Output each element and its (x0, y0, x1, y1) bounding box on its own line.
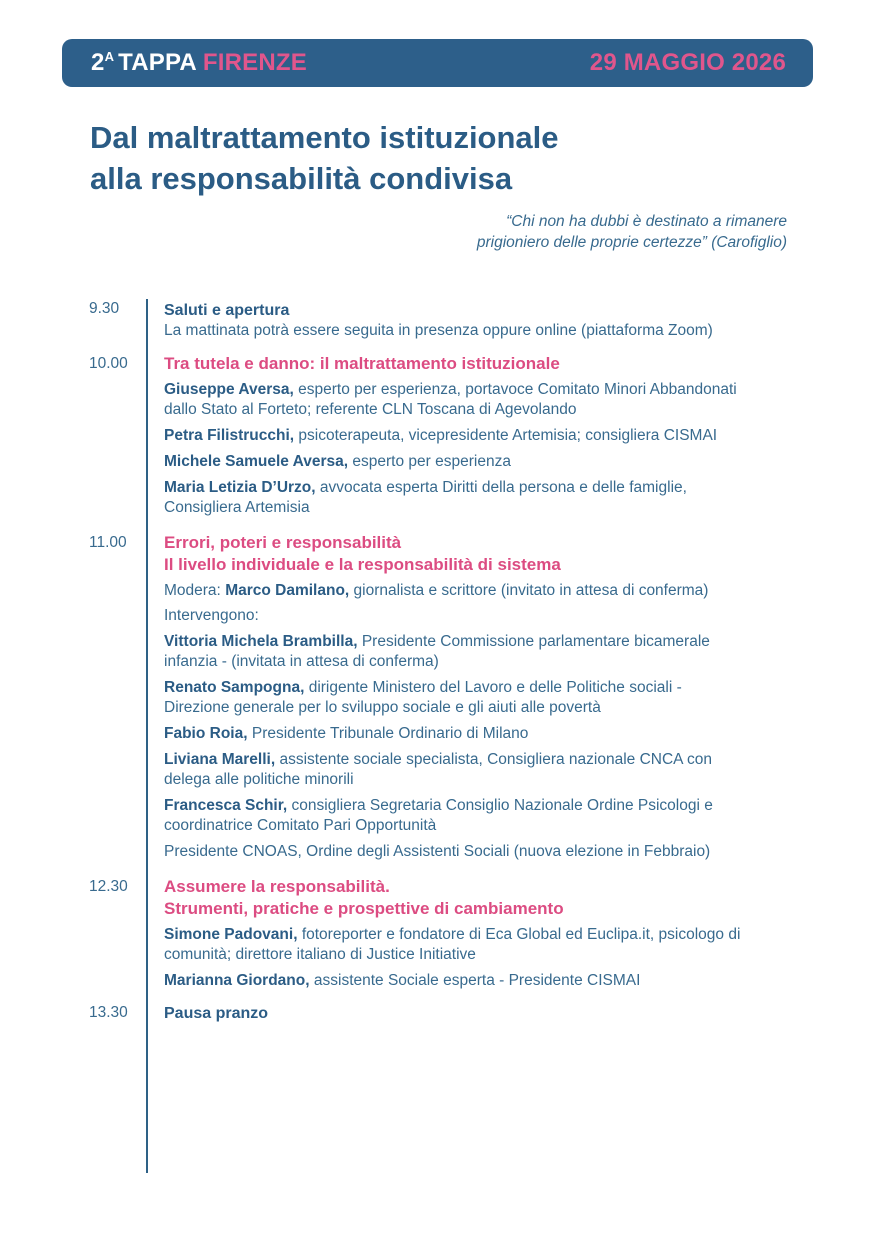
speaker-entry (164, 678, 804, 718)
session-title: Tra tutela e danno: il maltrattamento istituzionale (164, 354, 560, 373)
speaker-name: Maria Letizia D’Urzo, (164, 479, 316, 496)
speaker-role-continued: comunità; direttore italiano di Justice Initiative (164, 946, 476, 963)
header-banner (62, 39, 813, 87)
session-title: Pausa pranzo (164, 1005, 269, 1022)
speaker-role: dirigente Ministero del Lavoro e delle Politiche sociali - (308, 679, 682, 696)
session-title: Saluti e apertura (164, 302, 290, 319)
speaker-role-continued: infanzia - (invitata in attesa di conferma) (164, 653, 439, 670)
speaker-role: Presidente Tribunale Ordinario di Milano (251, 725, 529, 742)
speaker-name: Renato Sampogna, (164, 679, 305, 696)
speaker-entry (164, 380, 804, 420)
speaker-role-continued: delega alle politiche minorili (164, 771, 354, 788)
session-title (164, 532, 804, 576)
speaker-entry (164, 971, 804, 991)
speaker-entry (164, 750, 804, 790)
session-title-line-1: Assumere la responsabilità. (164, 877, 390, 896)
speaker-name: Vittoria Michela Brambilla, (164, 633, 358, 650)
speaker-name: Petra Filistrucchi, (164, 427, 295, 444)
speaker-entry (164, 925, 804, 965)
speaker-name: Giuseppe Aversa, (164, 381, 294, 398)
speaker-entry (164, 452, 804, 472)
tappa-label (91, 49, 307, 77)
quote-line-2: prigioniero delle proprie certezze” (Carofiglio) (476, 234, 787, 251)
speaker-role: psicoterapeuta, vicepresidente Artemisia; consigliera CISMAI (298, 427, 718, 444)
moderator-label: Modera: (164, 582, 221, 599)
session-institutional-maltreatment (164, 353, 804, 518)
speaker-name: Fabio Roia, (164, 725, 248, 742)
session-time: 10.00 (89, 355, 128, 372)
session-title-line-2: Strumenti, pratiche e prospettive di cambiamento (164, 899, 564, 918)
speaker-role-continued: dallo Stato al Forteto; referente CLN Toscana di Agevolando (164, 401, 577, 418)
session-time: 13.30 (89, 1004, 128, 1021)
speaker-role: consigliera Segretaria Consiglio Nazionale Ordine Psicologi e (291, 797, 713, 814)
session-note: La mattinata potrà essere seguita in presenza oppure online (piattaforma Zoom) (164, 322, 713, 339)
speaker-role: assistente sociale specialista, Consigliera nazionale CNCA con (279, 751, 712, 768)
tappa-number: 2 (91, 49, 105, 76)
speaker-entry (164, 724, 804, 744)
speaker-name: Simone Padovani, (164, 926, 298, 943)
page-title (90, 117, 559, 199)
moderator-name: Marco Damilano, (225, 582, 350, 599)
event-date: 29 MAGGIO 2026 (589, 49, 786, 76)
speaker-name: Liviana Marelli, (164, 751, 276, 768)
session-title (164, 876, 804, 920)
speaker-role: esperto per esperienza, portavoce Comitato Minori Abbandonati (298, 381, 737, 398)
speaker-entry (164, 632, 804, 672)
speaker-entry (164, 478, 804, 518)
speaker-name: Francesca Schir, (164, 797, 288, 814)
epigraph-quote (477, 211, 787, 253)
speaker-role: avvocata esperta Diritti della persona e delle famiglie, (319, 479, 687, 496)
speaker-role: Presidente Commissione parlamentare bicamerale (361, 633, 710, 650)
speaker-name: Michele Samuele Aversa, (164, 453, 349, 470)
session-lunch-break (164, 1003, 804, 1024)
speaker-role: fotoreporter e fondatore di Eca Global ed Euclipa.it, psicologo di (301, 926, 741, 943)
speaker-name: Marianna Giordano, (164, 972, 310, 989)
speakers-label: Intervengono: (164, 607, 259, 624)
speaker-role: assistente Sociale esperta - Presidente CISMAI (313, 972, 641, 989)
session-responsibility (164, 876, 804, 991)
speaker-entry (164, 842, 804, 862)
tappa-word: TAPPA (118, 49, 197, 76)
session-errors-powers (164, 532, 804, 862)
title-line-2: alla responsabilità condivisa (90, 161, 513, 196)
session-opening (164, 300, 804, 341)
title-line-1: Dal maltrattamento istituzionale (90, 120, 559, 155)
speaker-role: Presidente CNOAS, Ordine degli Assistenti Sociali (nuova elezione in Febbraio) (164, 843, 711, 860)
moderator-role: giornalista e scrittore (invitato in attesa di conferma) (353, 582, 709, 599)
session-title-line-2: Il livello individuale e la responsabilità di sistema (164, 555, 561, 574)
tappa-superscript: A (104, 49, 115, 64)
session-time: 11.00 (89, 534, 127, 551)
city: FIRENZE (202, 49, 307, 76)
quote-line-1: “Chi non ha dubbi è destinato a rimanere (506, 213, 787, 230)
speaker-entry (164, 796, 804, 836)
timeline-divider (146, 299, 148, 1173)
session-title-line-1: Errori, poteri e responsabilità (164, 533, 402, 552)
speaker-entry (164, 426, 804, 446)
session-time: 9.30 (89, 300, 120, 317)
speaker-role: esperto per esperienza (352, 453, 511, 470)
speaker-role-continued: Direzione generale per lo sviluppo sociale e gli aiuti alle povertà (164, 699, 601, 716)
speaker-role-continued: coordinatrice Comitato Pari Opportunità (164, 817, 437, 834)
moderator-entry (164, 581, 804, 601)
session-time: 12.30 (89, 878, 128, 895)
speaker-role-continued: Consigliera Artemisia (164, 499, 310, 516)
